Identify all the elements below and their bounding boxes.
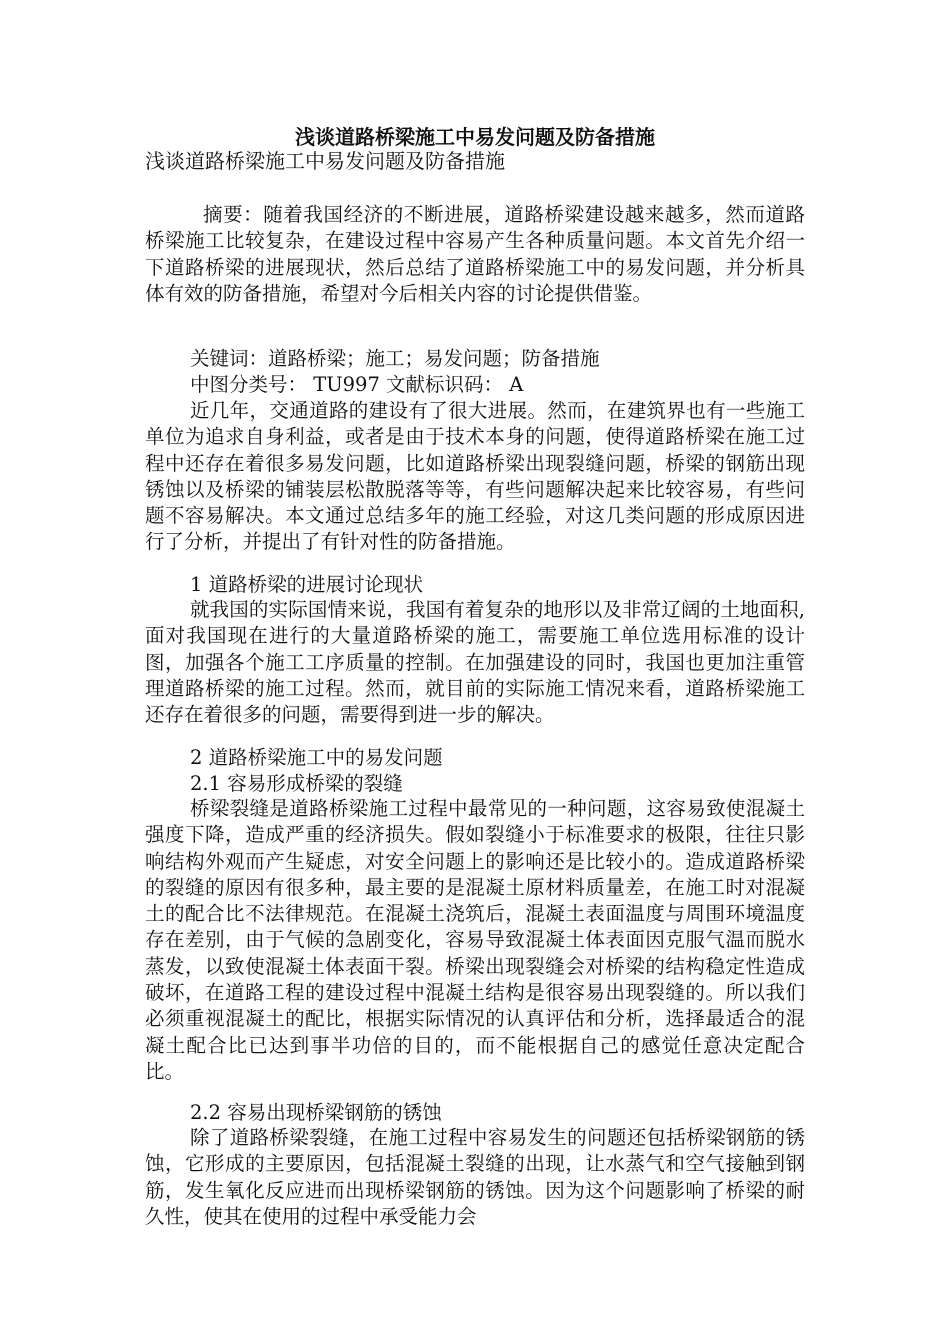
- section-2-1-paragraph: 桥梁裂缝是道路桥梁施工过程中最常见的一种问题，这容易致使混凝土强度下降，造成严重的经济损失。假如裂缝小于标准要求的极限，往往只影响结构外观而产生疑虑，对安全问题上的影响还是比较小的。造成道路桥梁的裂缝的原因有很多种，最主要的是混凝土原材料质量差，在施工时对混凝土的配合比不法律规范。在混凝土浇筑后，混凝土表面温度与周围环境温度存在差别，由于气候的急剧变化，容易导致混凝土体表面因克服气温而脱水蒸发，以致使混凝土体表面干裂。桥梁出现裂缝会对桥梁的结构稳定性造成破坏，在道路工程的建设过程中混凝土结构是很容易出现裂缝的。所以我们必须重视混凝土的配比，根据实际情况的认真评估和分析，选择最适合的混凝土配合比已达到事半功倍的目的，而不能根据自己的感觉任意决定配合比。: [145, 797, 805, 1083]
- section-2-2-paragraph: 除了道路桥梁裂缝，在施工过程中容易发生的问题还包括桥梁钢筋的锈蚀，它形成的主要原因，包括混凝土裂缝的出现，让水蒸气和空气接触到钢筋，发生氧化反应进而出现桥梁钢筋的锈蚀。因为这个问题影响了桥梁的耐久性，使其在使用的过程中承受能力会: [145, 1126, 805, 1228]
- section-2-heading: 2 道路桥梁施工中的易发问题: [190, 746, 443, 769]
- intro-paragraph: 近几年，交通道路的建设有了很大进展。然而，在建筑界也有一些施工单位为追求自身利益，或者是由于技术本身的问题，使得道路桥梁在施工过程中还存在着很多易发问题，比如道路桥梁出现裂缝问题，桥梁的钢筋出现锈蚀以及桥梁的铺装层松散脱落等等，有些问题解决起来比较容易，有些问题不容易解决。本文通过总结多年的施工经验，对这几类问题的形成原因进行了分析，并提出了有针对性的防备措施。: [145, 399, 805, 554]
- document-subtitle: 浅谈道路桥梁施工中易发问题及防备措施: [145, 149, 505, 173]
- document-title: 浅谈道路桥梁施工中易发问题及防备措施: [295, 125, 655, 149]
- section-1-heading: 1 道路桥梁的进展讨论现状: [190, 573, 424, 596]
- classification-line: 中图分类号： TU997 文献标识码： A: [190, 373, 524, 396]
- section-2-1-heading: 2.1 容易形成桥梁的裂缝: [190, 772, 403, 795]
- keywords-line: 关键词：道路桥梁；施工；易发问题；防备措施: [190, 347, 600, 370]
- section-2-2-heading: 2.2 容易出现桥梁钢筋的锈蚀: [190, 1101, 442, 1124]
- section-1-paragraph: 就我国的实际国情来说，我国有着复杂的地形以及非常辽阔的土地面积,面对我国现在进行的大量道路桥梁的施工，需要施工单位选用标准的设计图，加强各个施工工序质量的控制。在加强建设的同时，我国也更加注重管理道路桥梁的施工过程。然而，就目前的实际施工情况来看，道路桥梁施工还存在着很多的问题，需要得到进一步的解决。: [145, 598, 805, 727]
- abstract-paragraph: 摘要：随着我国经济的不断进展，道路桥梁建设越来越多，然而道路桥梁施工比较复杂，在建设过程中容易产生各种质量问题。本文首先介绍一下道路桥梁的进展现状，然后总结了道路桥梁施工中的易发问题，并分析具体有效的防备措施，希望对今后相关内容的讨论提供借鉴。: [145, 203, 805, 305]
